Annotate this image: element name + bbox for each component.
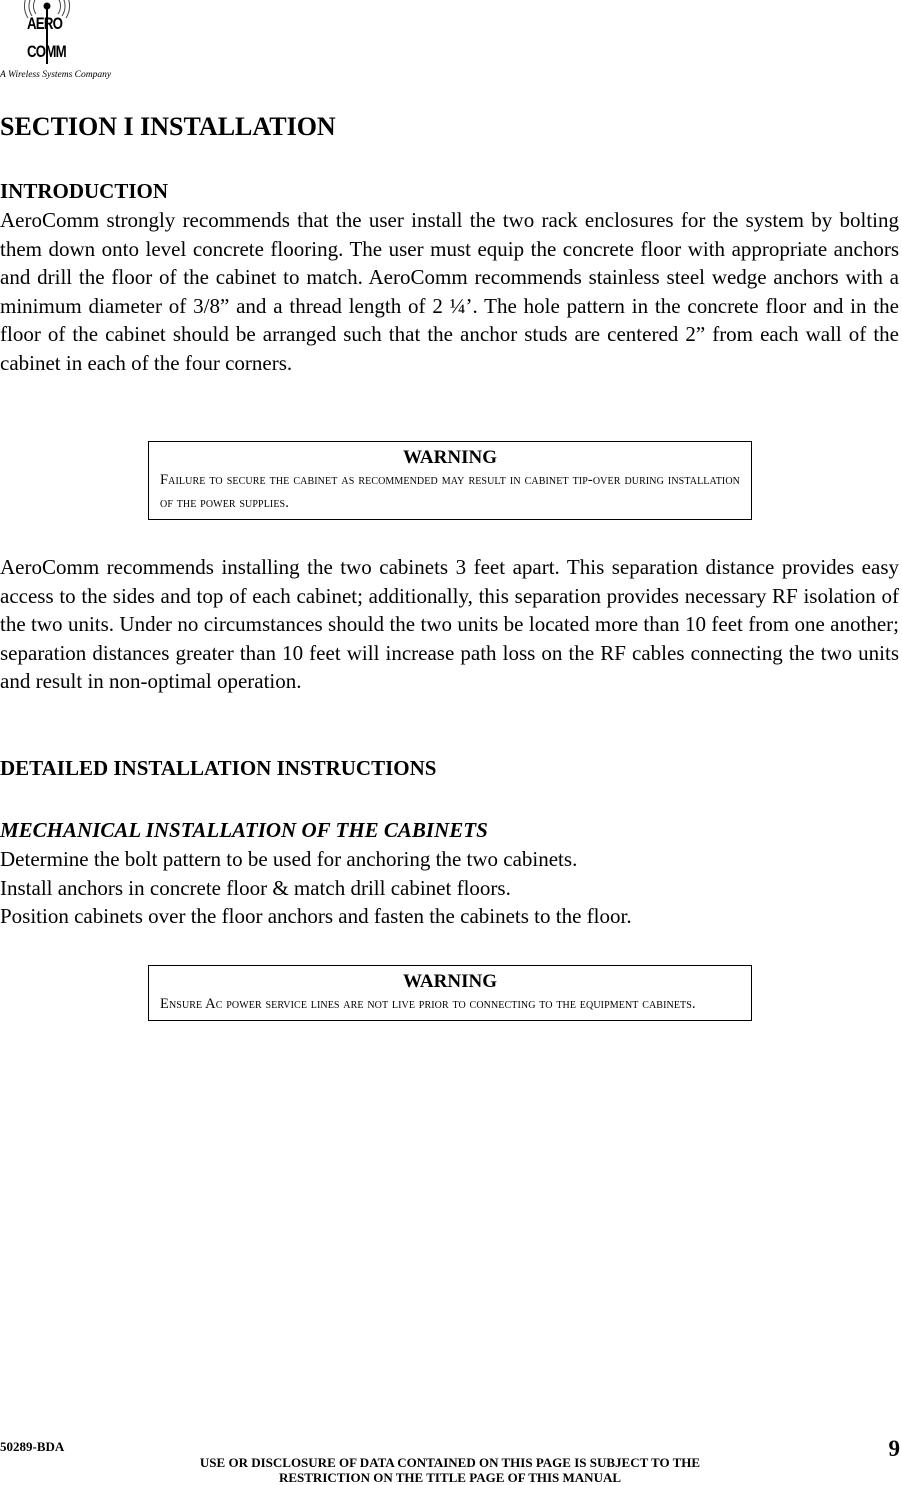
separation-paragraph: AeroComm recommends installing the two cabinets 3 feet apart. This separation distance provides easy access to the sides and top of each cabinet; additionally, this separation provides necessary RF isolation of the two units. Under no circumstances should the two units be located more than 10 feet from one another; separation distances greater than 10 feet will increase path loss on the RF cables connecting the two units and result in non-optimal operation.: [0, 555, 899, 693]
disclosure-line: USE OR DISCLOSURE OF DATA CONTAINED ON THIS PAGE IS SUBJECT TO THE: [199, 1455, 701, 1470]
warning-box-cabinet-tip: [148, 441, 752, 520]
mechanical-installation-heading: MECHANICAL INSTALLATION OF THE CABINETS: [0, 818, 488, 842]
step-item: Install anchors in concrete floor & match drill cabinet floors.: [0, 875, 511, 900]
disclosure-notice: [190, 1455, 710, 1485]
logo-tagline: A Wireless Systems Company: [0, 70, 112, 80]
warning-text: Ensure Ac power service lines are not live prior to connecting to the equipment cabinets.: [160, 996, 696, 1012]
step-item: Determine the bolt pattern to be used for anchoring the two cabinets.: [0, 847, 578, 871]
logo-line-comm: COMM: [27, 42, 66, 61]
logo-line-aero: AERO: [27, 14, 63, 33]
warning-box-ac-power: [148, 965, 752, 1021]
warning-text: Failure to secure the cabinet as recommended may result in cabinet tip-over during installation of the power supplies.: [160, 472, 740, 511]
warning-title: WARNING: [403, 447, 497, 468]
introduction-paragraph: AeroComm strongly recommends that the user install the two rack enclosures for the system by bolting them down onto level concrete flooring. The user must equip the concrete floor with appropriate anchors and drill the floor of the cabinet to match. AeroComm recommends stainless steel wedge anchors with a minimum diameter of 3/8” and a thread length of 2 ¼’. The hole pattern in the concrete floor and in the floor of the cabinet should be arranged such that the anchor studs are centered 2” from each wall of the cabinet in each of the four corners.: [0, 208, 899, 375]
introduction-heading: INTRODUCTION: [0, 179, 169, 203]
disclosure-line: RESTRICTION ON THE TITLE PAGE OF THIS MANUAL: [278, 1470, 622, 1485]
aerocomm-logo: [0, 0, 110, 84]
detailed-instructions-heading: DETAILED INSTALLATION INSTRUCTIONS: [0, 756, 437, 780]
step-item: Position cabinets over the floor anchors and fasten the cabinets to the floor.: [0, 904, 632, 928]
section-title: SECTION I INSTALLATION: [0, 112, 336, 141]
warning-title: WARNING: [403, 971, 497, 992]
mechanical-steps: [0, 845, 632, 931]
document-number: 50289-BDA: [0, 1439, 65, 1454]
page-number: 9: [888, 1436, 900, 1461]
